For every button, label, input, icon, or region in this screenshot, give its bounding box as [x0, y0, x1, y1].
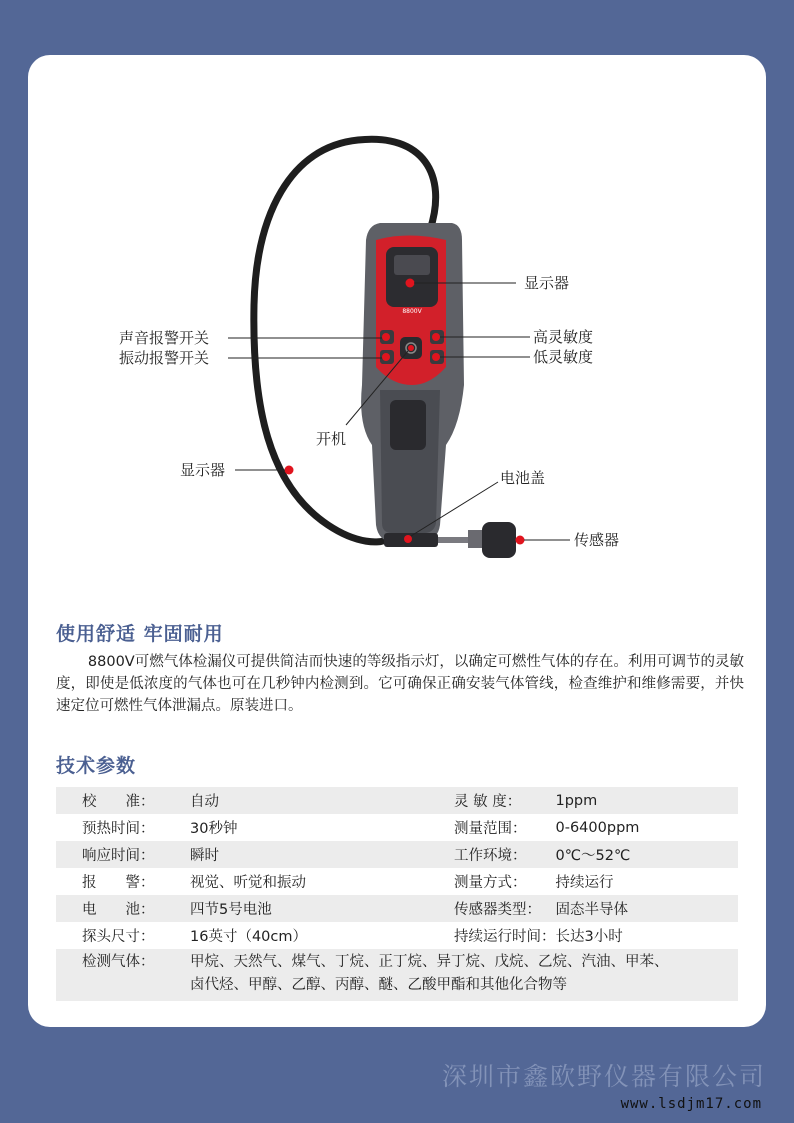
callout-battery-cover: 电池盖 — [500, 469, 546, 487]
spec-value: 0-6400ppm — [555, 819, 640, 836]
table-row — [56, 922, 738, 949]
callout-low-sensitivity: 低灵敏度 — [533, 348, 594, 366]
marker-power — [408, 345, 414, 351]
spec-label: 传感器类型： — [454, 895, 556, 922]
spec-label: 预热时间： — [82, 821, 155, 837]
spec-label: 报 警： — [82, 875, 155, 891]
gases-line-2: 卤代烃、甲醇、乙醇、丙醇、醚、乙酸甲酯和其他化合物等 — [190, 977, 567, 993]
callout-sound-alarm: 声音报警开关 — [119, 329, 210, 347]
spec-label: 工作环境： — [454, 841, 556, 868]
spec-label: 持续运行时间： — [454, 929, 556, 945]
spec-table — [56, 787, 738, 1001]
spec-label: 响应时间： — [56, 841, 190, 868]
intro-paragraph: 8800V可燃气体检漏仪可提供简洁而快速的等级指示灯，以确定可燃性气体的存在。利用可调节的灵敏度，即使是低浓度的气体也可在几秒钟内检测到。它可确保正确安装气体管线，检查维护和维修需要，并快速定位可燃性气体泄漏点。原装进口。 — [56, 654, 744, 714]
table-row — [56, 841, 738, 868]
display-window — [394, 255, 430, 275]
table-row-gases — [56, 949, 738, 1001]
callout-hose-display: 显示器 — [180, 461, 226, 479]
spec-label: 测量方式： — [454, 875, 527, 891]
company-url[interactable]: www.lsdjm17.com — [620, 1096, 762, 1112]
callout-power: 开机 — [316, 430, 347, 448]
table-row — [56, 895, 738, 922]
spec-value: 持续运行 — [555, 875, 614, 891]
spec-label: 测量范围： — [454, 821, 527, 837]
marker-display — [406, 279, 415, 288]
table-row — [56, 814, 738, 841]
spec-label: 探头尺寸： — [82, 929, 155, 945]
marker-hose-display — [285, 466, 294, 475]
spec-value-gases — [190, 949, 738, 1001]
marker-low — [432, 353, 440, 361]
marker-vibration — [382, 353, 390, 361]
marker-battery — [404, 535, 412, 543]
spec-value: 长达3小时 — [555, 929, 623, 945]
spec-value: 视觉、听觉和振动 — [190, 875, 306, 891]
spec-label: 检测气体： — [56, 949, 190, 1001]
grip-panel — [390, 400, 426, 450]
spec-value: 瞬时 — [190, 841, 454, 868]
sensor-head — [482, 522, 516, 558]
spec-value: 自动 — [190, 787, 454, 814]
spec-label: 校 准： — [56, 787, 190, 814]
spec-value: 四节5号电池 — [190, 895, 454, 922]
table-row — [56, 868, 738, 895]
product-diagram — [28, 55, 766, 645]
sensor-tube — [438, 537, 470, 543]
section-title-comfort: 使用舒适 牢固耐用 — [56, 623, 224, 645]
spec-label: 灵 敏 度： — [454, 787, 556, 814]
company-name: 深圳市鑫欧野仪器有限公司 — [441, 1062, 766, 1091]
callout-vibration-alarm: 振动报警开关 — [119, 349, 210, 367]
callout-display: 显示器 — [524, 274, 570, 292]
spec-value: 固态半导体 — [556, 895, 739, 922]
spec-value: 0℃～52℃ — [556, 841, 739, 868]
marker-sensor — [516, 536, 525, 545]
spec-value: 1ppm — [556, 787, 739, 814]
callout-high-sensitivity: 高灵敏度 — [533, 328, 594, 346]
spec-label: 电 池： — [56, 895, 190, 922]
callout-sensor: 传感器 — [574, 531, 620, 549]
sensor-neck — [468, 530, 482, 548]
spec-value: 30秒钟 — [190, 821, 238, 837]
model-label: 8800V — [402, 308, 422, 315]
section-title-specs: 技术参数 — [56, 755, 137, 777]
table-row — [56, 787, 738, 814]
spec-value: 16英寸（40cm） — [190, 929, 307, 945]
content-card — [28, 55, 766, 1027]
marker-high — [432, 333, 440, 341]
gases-line-1: 甲烷、天然气、煤气、丁烷、正丁烷、异丁烷、戊烷、乙烷、汽油、甲苯、 — [190, 954, 669, 970]
marker-sound — [382, 333, 390, 341]
